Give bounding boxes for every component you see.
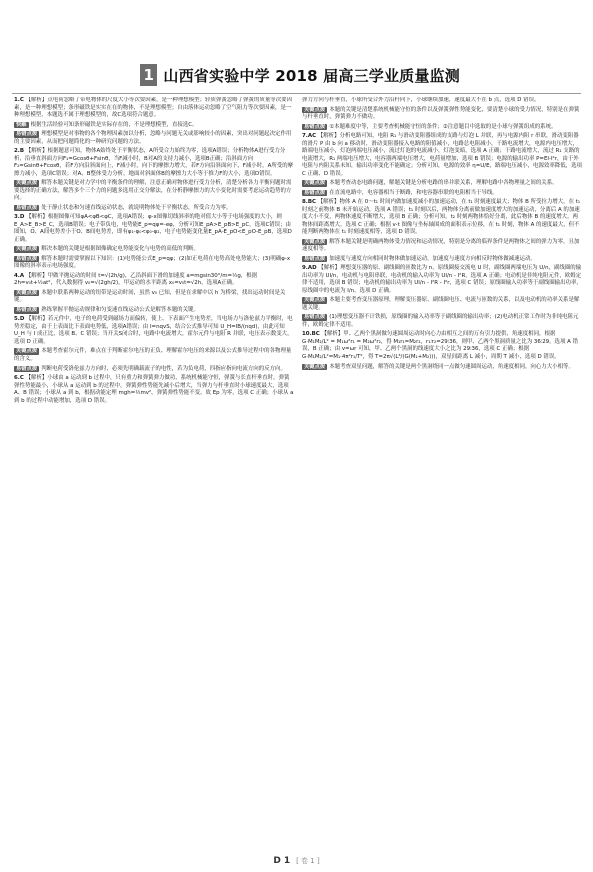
note-text: 在直流电路中，电容器相当于断路，和电容器串联的电阻相当于导线。 bbox=[329, 189, 498, 196]
answer-item bbox=[14, 375, 294, 405]
explanation-text: 【解析】理想变压器的原、副线圈的匝数比为 n，原线圈接交流电 U 时，副线圈两端电压为 U/n，副线圈的输出功率为 UI/n，电动机与电阻串联，电动机的输入功率为 UI/n - I²R，选项 A 正确；电动机是非纯电阻元件，欧姆定律不适用，选项 B 错误；电动机的输出功率为 UI/n - I²R - I²r，选项 C 错误；原线圈输入功率等于副线圈输出功率，原线圈中的电流为 I/n，选项 D 正确。 bbox=[302, 265, 582, 294]
note-text: 理想模型是对事物的各个物理因素加以分析，忽略与问题无关或影响较小的因素，突出对问题起决定作用的主要因素，从而把问题简化的一种研究问题的方法。 bbox=[14, 131, 292, 145]
analysis-note bbox=[14, 122, 294, 130]
note-tag-badge: 关键点拨 bbox=[304, 363, 326, 370]
answer-item bbox=[302, 331, 582, 361]
note-text: 处于静止状态和匀速直线运动状态，就说明物体处于平衡状态，所受合力为零。 bbox=[41, 204, 232, 211]
answer-choice: D bbox=[19, 214, 25, 221]
note-text: (1)理想变压器不计铁损，原线圈的输入功率等于副线圈的输出功率；(2)电动机正常工作时为非纯电阻元件，欧姆定律不适用。 bbox=[302, 314, 579, 328]
note-tag-badge: 易错点拨 bbox=[304, 123, 326, 130]
note-tag-badge: 易错点拨 bbox=[304, 255, 326, 262]
analysis-note bbox=[302, 124, 582, 132]
question-number: 3. bbox=[14, 214, 20, 221]
note-tag-badge: 关键点拨 bbox=[304, 106, 326, 113]
header-divider bbox=[12, 93, 581, 94]
answer-item bbox=[14, 214, 294, 244]
answer-choice: AD bbox=[307, 265, 317, 272]
explanation-text: 【解析】甲做平抛运动的时间 t=√(2h/g)，乙沿斜面下滑的加速度 a=mgsin30°/m=½g，根据 2h=v₀t+½at²，代入数据得 v₀=√(2gh/2)，甲运动的水平距离 x₀=v₀t=√2h，选项A正确。 bbox=[14, 272, 258, 287]
note-text: 判断电荷受洛伦兹力方向时，必须先明确载流子的电性，若为负电荷，四指应指向电流方向的反方向。 bbox=[41, 365, 286, 372]
answer-item bbox=[302, 199, 582, 237]
analysis-note bbox=[302, 256, 582, 264]
answer-item bbox=[14, 148, 294, 178]
explanation-text: 【解析】点电荷忽略了带电物体的尺度大小等次要因素，是一种理想模型；轻质弹簧忽略了弹簧的质量等次要因素，是一种理想模型；条形磁铁是实实在在的物体，不是理想模型；自由落体运动忽略了空气阻力等次要因素，是一种理想模型，本题选不属于理想模型的，故C选项符合题意。 bbox=[14, 97, 293, 119]
note-tag-badge: 易错点拨 bbox=[16, 131, 38, 138]
note-tag-badge: 易错点拨 bbox=[16, 204, 38, 211]
explanation-text: 【解析】小球由 a 运动到 b 过程中，只有重力和弹簧弹力做功，系统机械能守恒，弹簧与长直杆垂直时，弹簧弹性势能最小，小球从 a 运动到 b 的过程中，弹簧弹性势能先减小后增大，当弹力与杆垂直时小球速度最大，选项 A、B 错误；小球从 a 到 b，根据动能定理 mgh=½mv²，弹簧弹性势能不变，故 Ep 为零，选项 C 正确；小球从 a 到 b 的过程中动能增加，选项 D 错误。 bbox=[14, 375, 294, 404]
page-header bbox=[140, 64, 460, 86]
note-tag-badge: 易错点拨 bbox=[16, 255, 38, 262]
note-tag-badge: 关键点拨 bbox=[16, 348, 38, 355]
note-text: 本题中联系两种运动的纽带是运动时间，虽然 v₀ 已知，但是在求解中以 h 为桥梁，找出运动时间是关键。 bbox=[14, 289, 286, 304]
note-text: 本题考查双星问题，解答的关键是两个黑洞绕同一点做匀速圆周运动，角速度相同，向心力大小相等。 bbox=[329, 363, 574, 370]
note-tag-badge: 易错点拨 bbox=[304, 189, 326, 196]
note-text: 加速度与速度方向相同时物体做加速运动，加速度与速度方向相反时物体做减速运动。 bbox=[329, 255, 536, 262]
note-text: 根据生活经验可知条形磁铁是实际存在的，不是理想模型，直接选C。 bbox=[30, 121, 198, 128]
note-text: 解答本题关键是明确两物体受力情况和运动情况，特别是分离的临界条件是两物体之间的弹力为零，且加速度相等。 bbox=[302, 238, 580, 253]
answer-choice: BC bbox=[307, 199, 316, 206]
question-number: 5. bbox=[14, 316, 20, 323]
note-text: ①本题难度中等，主要考查机械能守恒的条件；②注意题目中选取的是小球与弹簧组成的系统。 bbox=[329, 123, 557, 130]
left-column bbox=[14, 97, 294, 845]
note-text: 本题考查霍尔元件，难点在于判断霍尔电压的正负、理解霍尔电压的来源以及公式推导过程中的各物理量的含义。 bbox=[14, 348, 292, 362]
page-sub-label: [ 卷 1 ] bbox=[296, 857, 320, 865]
analysis-note bbox=[14, 180, 294, 203]
question-number: 7. bbox=[302, 133, 308, 140]
analysis-note bbox=[302, 364, 582, 372]
answer-item bbox=[14, 97, 294, 120]
analysis-note bbox=[302, 297, 582, 312]
note-text: 熟练掌握平抛运动规律和匀变速直线运动公式是解答本题的关键。 bbox=[41, 306, 199, 313]
note-tag-badge: 关键点拨 bbox=[16, 289, 38, 296]
right-column bbox=[302, 97, 582, 845]
analysis-note bbox=[14, 246, 294, 254]
analysis-note bbox=[14, 307, 294, 315]
note-text: 本题主要考查变压器原理，理解变压器原、副线圈电压、电流与匝数的关系，以及电动机的功率关系是解题关键。 bbox=[302, 297, 580, 311]
note-tag-badge: 关键点拨 bbox=[16, 180, 38, 187]
note-tag-badge: 快解 bbox=[16, 121, 27, 128]
note-tag-badge: 关键点拨 bbox=[304, 238, 326, 245]
answer-item bbox=[14, 316, 294, 346]
note-text: 本题考查动态电路问题，解题关键是分析电路的串并联关系，理解电路中各物理量之间的关系。 bbox=[329, 180, 558, 187]
section-number-badge: 1 bbox=[140, 64, 157, 86]
note-tag-badge: 关键点拨 bbox=[304, 180, 326, 187]
answer-choice: AC bbox=[307, 133, 317, 140]
analysis-note bbox=[302, 314, 582, 329]
answer-choice: D bbox=[19, 316, 25, 323]
explanation-text: 【解析】若元件中，电子的电荷受到磁场力而偏转，使上、下表面产生电势差，当电场力与洛伦兹力平衡时，电势差稳定，由于上表面比下表面电势低，选项A错误；由 I=nqvS，结合公式推导可知 U_H=IB/(nqd)，由此可知 U_H 与 I 成正比，选项 B、C 错误；当开关S闭合时，电路中电流增大，霍尔元件与电阻 R 并联，电压表示数变大，选项 D 正确。 bbox=[14, 316, 293, 345]
explanation-text: 【解析】根据图像可知φA<φB<φC，选项A错误；φ-x图像切线斜率的绝对值大小等于电场强度的大小，则E_A>E_B>E_C，选项B错误；电子带负电，电势能E_p=qφ=-eφ，分析可知E_pA>E_pB>E_pC，选项C错误；由图知，O、A间电势差小于O、B间电势差，即有φ₁-φ₀<φ₀-φ₂，电子电势能变化量E_pA-E_pO<E_pO-E_pB，选项D正确。 bbox=[14, 214, 292, 243]
answer-choice: A bbox=[19, 272, 25, 279]
analysis-note bbox=[302, 190, 582, 198]
analysis-note bbox=[14, 348, 294, 363]
analysis-note bbox=[14, 205, 294, 213]
question-number: 4. bbox=[14, 272, 20, 279]
page-title: 山西省实验中学 2018 届高三学业质量监测 bbox=[163, 66, 460, 85]
question-number: 8. bbox=[302, 199, 308, 206]
explanation-text: 【解析】物体 A 在 0～t₁ 时间内做加速度减小的加速运动，在 t₁ 时刻速度最大；物体 B 所受拉力增大，在 t₁ 时刻之前物体 B 未开始运动，选项 A 错误；t₁ 时刻以后，两物体分离前做加速度增大的加速运动，分离后 A 的加速度大小不变，两物体速度不断增大，选项 B 正确；分析可知，t₂ 时刻两物体恰好分离，此后物体 B 的速度增大，两物体间距离增大，选项 C 正确；根据 v-t 图像与坐标轴围成的面积表示位移，在 t₁ 时刻，物体 A 的速度最大，但不能判断两物体在 t₁ 时刻速度相等，选项 D 错误。 bbox=[302, 199, 581, 236]
answer-item bbox=[302, 97, 582, 105]
note-tag-badge: 易错点拨 bbox=[16, 306, 38, 313]
question-number: 10. bbox=[302, 331, 312, 338]
answer-choice: C bbox=[19, 97, 24, 103]
answer-choice: C bbox=[19, 375, 24, 382]
note-text: 解答本题时需要掌握以下知识：(1)电势能公式E_p=qφ；(2)如正电荷在电势高处电势能大；(3)明确φ-x图像的斜率表示电场强度。 bbox=[14, 255, 291, 270]
note-tag-badge: 关键点拨 bbox=[304, 297, 326, 304]
answer-item bbox=[14, 273, 294, 288]
answer-item bbox=[302, 133, 582, 178]
analysis-note bbox=[14, 290, 294, 305]
analysis-note bbox=[14, 366, 294, 374]
question-number: 1. bbox=[14, 97, 20, 103]
answer-choice: B bbox=[19, 148, 25, 155]
note-tag-badge: 易错点拨 bbox=[16, 365, 38, 372]
analysis-note bbox=[14, 131, 294, 146]
analysis-note bbox=[14, 256, 294, 271]
note-tag-badge: 关键点拨 bbox=[16, 246, 38, 253]
page-number: D 1 bbox=[273, 856, 291, 866]
note-tag-badge: 易错点拨 bbox=[304, 314, 326, 321]
note-text: 本题的关键是清楚系统机械能守恒的条件以及弹簧弹性势能变化，要清楚小球的受力情况，特别是在弹簧与杆垂直时，弹簧弹力不做功。 bbox=[302, 106, 580, 121]
question-number: 6. bbox=[14, 375, 20, 382]
note-text: 解决本题的关键是根据图像确定电势能变化与电势的高低的判断。 bbox=[41, 246, 199, 253]
analysis-note bbox=[302, 107, 582, 122]
note-text: 解答本题关键是对力学中的平衡条件的理解，注意正确对物体进行受力分析，清楚分析各力平衡问题时需要选择的正确方法，解答多个三个力的问题多选用正交分解法，在分析静摩擦力的大小变化时需要考虑运动趋势的方向。 bbox=[14, 180, 292, 202]
analysis-note bbox=[302, 239, 582, 254]
answer-item bbox=[302, 265, 582, 295]
question-number: 9. bbox=[302, 265, 308, 272]
analysis-note bbox=[302, 180, 582, 188]
answer-choice: BC bbox=[311, 331, 320, 338]
explanation-text: 弹力方向与杆垂直，小球所受合外力沿杆向下，小球继续加速，速度最大不在 b 点，选项 D 错误。 bbox=[302, 97, 540, 103]
explanation-text: 【解析】分析电路可知，电阻 R₁ 与滑动变阻器组成的支路与灯泡 L 并联，再与电源内阻 r 串联，滑动变阻器的滑片 P 由 b 向 a 移动时，滑动变阻器接入电路的阻值减小，电路总电阻减小，干路电流增大，电源内电压增大，路端电压减小，灯泡两端电压减小，流过灯泡的电流减小，灯泡变暗，选项 A 正确；干路电流增大，流过 R₁ 支路的电流增大，R₁ 两端电压增大，电容器两端电压增大，电荷量增加，选项 B 错误；电源的输出功率 P=EI-I²r，由于外电阻与内阻关系未知，输出功率变化不能确定；分析可知，电源的效率 η=U/E，路端电压减小，电源效率降低，选项 C 正确、D 错误。 bbox=[302, 133, 582, 177]
explanation-text: 【解析】甲、乙两个黑洞做匀速圆周运动时向心力由相互之间的万有引力提供，角速度相同，根据 G·M₁M₂/L² = M₁ω²r₁ = M₂ω²r₂，得 M₁r₁=M₂r₂，r₁∶r₂=29∶36，则甲、乙两个黑洞质量之比为 36∶29，选项 A 错误、B 正确；由 v=ωr 可知，甲、乙两个黑洞的线速度大小之比为 29∶36，选项 C 正确；根据 G·M₁M₂/L²=M₁·4π²r₁/T²，得 T=2π√(L³/(G(M₁+M₂)))，双星间距离 L 减小，周期 T 减小，选项 D 错误。 bbox=[302, 331, 579, 360]
question-number: 2. bbox=[14, 148, 20, 155]
explanation-text: 【解析】根据题意可知，物体A始终处于平衡状态，A所受合力始终为零，选项A错误；分析物体A进行受力分析，沿垂直斜面方向F₁=Gcosθ+Fsinθ，当F减小时，B对A的支持力减小，选项B正确；沿斜面方向F₂=Gsinθ+Fcosθ，若F方向沿斜面向上，F减小时，向下的摩擦力增大，若F方向沿斜面向下，F减小时，A所受的摩擦力减小，选项C错误；对A、B整体受力分析，地面对斜面体B的摩擦力大小等于推力F的大小，选项D错误。 bbox=[14, 148, 294, 177]
page-footer bbox=[0, 856, 593, 866]
